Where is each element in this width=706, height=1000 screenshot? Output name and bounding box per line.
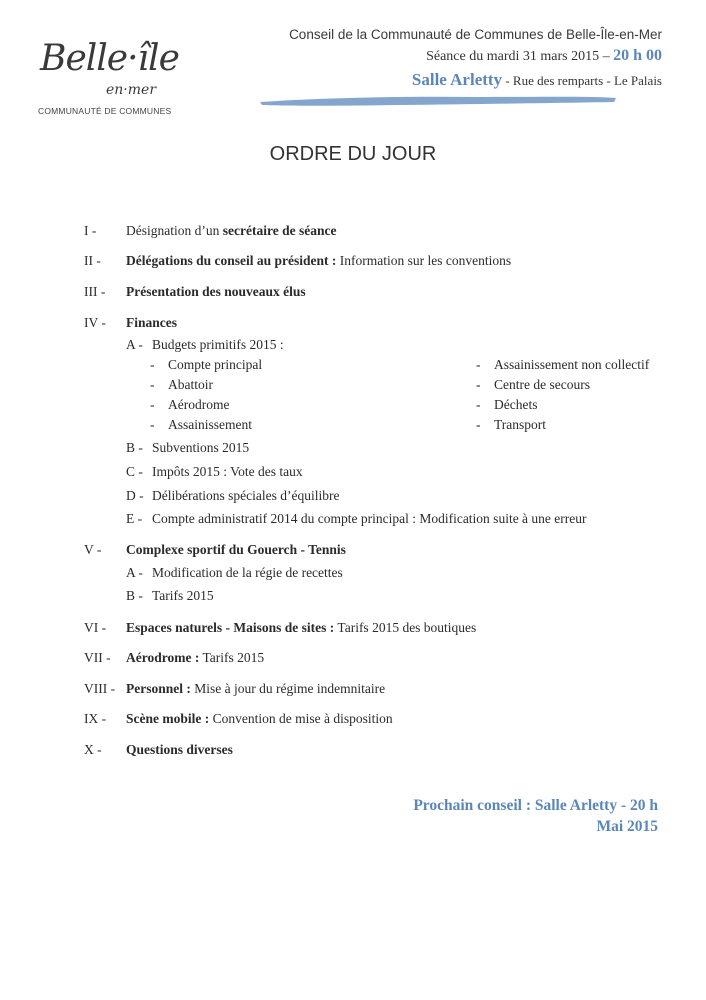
item-5-bold: Complexe sportif du Gouerch - Tennis [126,542,346,557]
session-date-text: Séance du mardi 31 mars 2015 – [426,49,610,64]
item-8-text: Mise à jour du régime indemnitaire [190,681,386,696]
next-council [413,795,658,837]
sub-letter: A - [126,337,143,352]
item-1 [126,223,336,239]
council-title: Conseil de la Communauté de Communes de Belle-Île-en-Mer [289,27,662,42]
item-4 [126,315,177,331]
sub-text: Délibérations spéciales d’équilibre [152,488,340,503]
item-8-bold: Personnel : [126,681,191,696]
budget-right-1-text: Assainissement non collectif [494,357,650,372]
venue-address: - Rue des remparts - Le Palais [505,73,662,88]
item-3-bold: Présentation des nouveaux élus [126,284,306,299]
sub-text: Compte administratif 2014 du compte principal : Modification suite à une erreur [152,511,587,526]
item-4-sub-e [126,511,587,527]
item-5 [126,542,346,558]
item-6-bold: Espaces naturels - Maisons de sites : [126,620,335,635]
item-7-bold: Aérodrome : [126,650,200,665]
next-council-line2: Mai 2015 [596,818,658,835]
logo-caption: COMMUNAUTÉ DE COMMUNES [38,106,172,116]
item-4-sub-a [126,337,284,353]
budget-left-4-text: Assainissement [168,417,252,432]
item-1-number: I - [84,223,97,238]
budget-left-3: - Aérodrome [150,397,230,412]
sub-text: Subventions 2015 [152,440,250,455]
item-4-sub-b [126,440,249,456]
item-8-number: VIII - [84,681,116,696]
sub-letter: B - [126,440,143,455]
budget-right-2-text: Centre de secours [494,377,590,392]
item-5-sub-a [126,565,343,581]
budget-right-3: - Déchets [476,397,538,412]
sub-letter: C - [126,464,143,479]
item-4-sub-d [126,488,339,504]
budget-left-1-text: Compte principal [168,357,263,372]
session-date [426,47,662,65]
sub-letter: D - [126,488,144,503]
item-6-text: Tarifs 2015 des boutiques [334,620,477,635]
budget-right-4-text: Transport [494,417,547,432]
item-9-number: IX - [84,711,107,726]
item-9-text: Convention de mise à disposition [209,711,393,726]
budget-left-2-text: Abattoir [168,377,213,392]
sub-text: Budgets primitifs 2015 : [152,337,284,352]
budget-right-4: - Transport [476,417,547,432]
budget-left-3-text: Aérodrome [168,397,230,412]
budget-right-1: - Assainissement non collectif [476,357,650,372]
item-6-number: VI - [84,620,107,635]
item-4-sub-c [126,464,303,480]
item-5-number: V - [84,542,102,557]
item-4-number: IV - [84,315,106,330]
logo-name: Belle·île [40,38,179,79]
budget-left-4: - Assainissement [150,417,252,432]
session-time: 20 h 00 [613,47,662,64]
session-venue [412,70,662,90]
budget-right-3-text: Déchets [494,397,538,412]
logo [34,38,184,122]
item-7-text: Tarifs 2015 [199,650,265,665]
item-10 [126,742,233,758]
sub-letter: A - [126,565,143,580]
item-7 [126,650,264,666]
item-6 [126,620,476,636]
sub-text: Modification de la régie de recettes [152,565,343,580]
item-10-bold: Questions diverses [126,742,233,757]
item-5-sub-b [126,588,214,604]
item-8 [126,681,385,697]
item-1-bold: secrétaire de séance [222,223,337,238]
item-7-number: VII - [84,650,111,665]
item-9-bold: Scène mobile : [126,711,210,726]
page-heading [0,143,706,166]
venue-room: Salle Arletty [411,70,503,89]
sub-text: Impôts 2015 : Vote des taux [152,464,303,479]
budget-left-1: - Compte principal [150,357,263,372]
item-2 [126,253,511,269]
item-9 [126,711,393,727]
sub-letter: E - [126,511,143,526]
item-3 [126,284,306,300]
item-2-number: II - [84,253,101,268]
item-2-text: Information sur les conventions [336,253,512,268]
budget-left-2: - Abattoir [150,377,213,392]
item-10-number: X - [84,742,102,757]
item-3-number: III - [84,284,106,299]
next-council-line1: Prochain conseil : Salle Arletty - 20 h [413,797,658,814]
logo-sub: en·mer [106,82,157,98]
brush-stroke-divider [258,92,618,108]
item-4-bold: Finances [126,315,178,330]
sub-text: Tarifs 2015 [152,588,214,603]
heading-text: ORDRE DU JOUR [269,143,437,165]
item-1-text: Désignation d’un [126,223,223,238]
sub-letter: B - [126,588,143,603]
item-2-bold: Délégations du conseil au président : [126,253,337,268]
budget-right-2: - Centre de secours [476,377,590,392]
brush-stroke [260,97,616,106]
